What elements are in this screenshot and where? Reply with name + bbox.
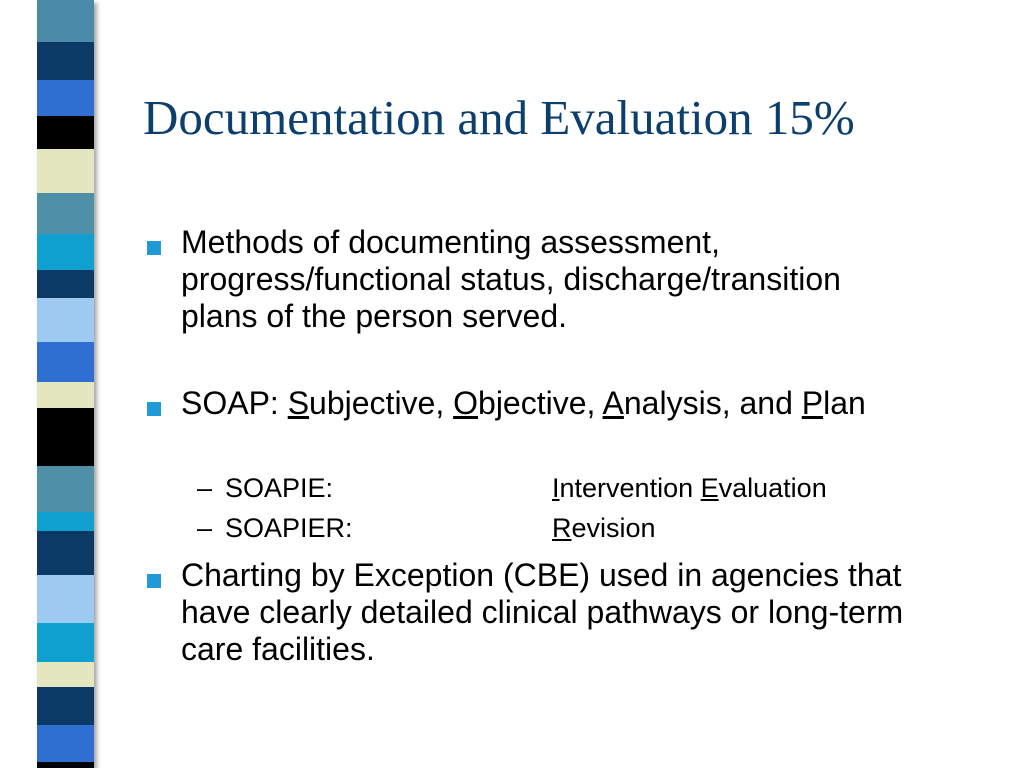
soap-letter-p: P [801,385,824,421]
bullet-square-icon [147,241,161,255]
bullet-cbe: Charting by Exception (CBE) used in agencies that have clearly detailed clinical pathways or long-term care facilities. [181,557,904,667]
soap-word-analysis: nalysis, and [623,385,802,421]
sub-item-soapier-desc [552,512,656,544]
soap-letter-s: S [287,385,310,421]
bullet-methods: Methods of documenting assessment, progress/functional status, discharge/transition plans of the person served. [181,224,841,334]
sub-item-dash: – [197,513,213,543]
soapie-letter-e: E [700,473,719,503]
soapier-word-revision: evision [571,513,656,543]
sub-item-soapier-label: SOAPIER: [225,513,353,543]
sub-item-dash: – [197,473,213,503]
sub-item-soapie-label: SOAPIE: [225,473,334,503]
soap-letter-a: A [602,385,624,421]
soapier-letter-r: R [552,513,572,543]
slide-title: Documentation and Evaluation 15% [143,90,855,145]
soap-letter-o: O [453,385,479,421]
soap-prefix: SOAP: [181,385,288,421]
bullet-square-icon [147,574,161,588]
soapie-word-intervention: ntervention [559,473,701,503]
soap-word-subjective: ubjective, [309,385,454,421]
soap-word-objective: bjective, [478,385,603,421]
soap-word-plan: lan [823,385,866,421]
sub-item-soapie-desc [552,472,827,504]
bullet-soap [181,385,981,422]
soapie-word-evaluation: valuation [718,473,827,503]
soapie-letter-i: I [552,473,560,503]
bullet-square-icon [147,402,161,416]
